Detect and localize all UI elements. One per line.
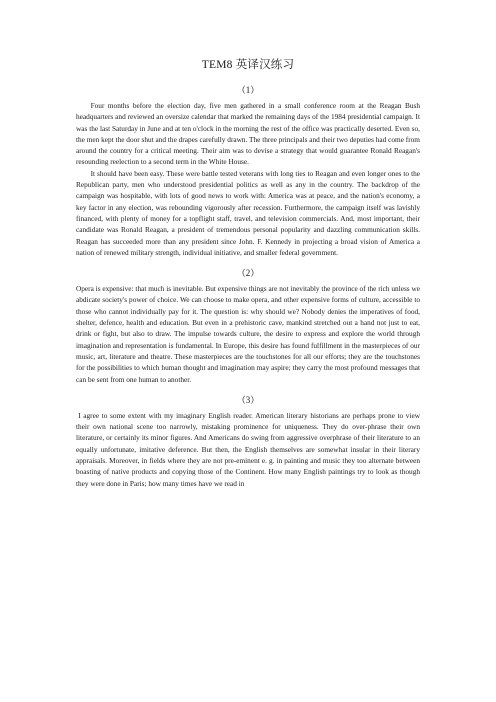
section-2 [76,267,420,385]
paragraph: Opera is expensive: that much is inevitable. But expensive things are not inevitably the province of the rich unless we abdicate society's power of choice. We can choose to make opera, and other expensive forms of culture, accessible to those who cannot individually pay for it. The question is: why should we? Nobody denies the imperatives of food, shelter, defence, health and education. But even in a prehistoric cave, mankind stretched out a hand not just to eat, drink or fight, but also to draw. The impulse towards culture, the desire to express and explore the world through imagination and representation is fundamental. In Europe, this desire has found fulfillment in the masterpieces of our music, art, literature and theatre. These masterpieces are the touchstones for all our efforts; they are the touchstones for the possibilities to which human thought and imagination may aspire; they carry the most profound messages that can be sent from one human to another. [76,284,420,384]
paragraph: I agree to some extent with my imaginary English reader. American literary historians are perhaps prone to view their own national scene too narrowly, mistaking prominence for uniqueness. They do over-phrase their own literature, or certainly its minor figures. And Americans do swing from aggressive overphrase of their literature to an equally unfortunate, imitative deference. But then, the English themselves are somewhat insular in their literary appraisals. Moreover, in fields where they are not pre-eminent e. g. in painting and music they too alternate between boasting of native products and copying those of the Continent. How many English paintings try to look as though they were done in Paris; how many times have we read in [76,410,420,488]
section-number: （1） [236,85,260,95]
document-title: TEM8 英译汉练习 [201,59,295,71]
paragraph: Four months before the election day, five men gathered in a small conference room at the Reagan Bush headquarters and reviewed an oversize calendar that marked the remaining days of the 1984 presidential campaign. It was the last Saturday in June and at ten o'clock in the morning the rest of the office was practically deserted. Even so, the men kept the door shut and the drapes carefully drawn. The three principals and their two deputies had come from around the country for a critical meeting. Their aim was to devise a strategy that would guarantee Ronald Reagan's resounding reelection to a second term in the White House. [76,101,420,167]
document-page [76,58,420,498]
section-1 [76,84,420,258]
paragraph: It should have been easy. These were battle tested veterans with long ties to Reagan and even longer ones to the Republican party, men who understood presidential politics as well as any in the country. The backdrop of the campaign was hospitable, with lots of good news to work with: America was at peace, and the nation's economy, a key factor in any election, was rebounding vigorously after recession. Furthermore, the campaign itself was lavishly financed, with plenty of money for a topflight staff, travel, and television commercials. And, most important, their candidate was Ronald Reagan, a president of tremendous personal popularity and dazzling communication skills. Reagan has succeeded more than any president since John. F. Kennedy in projecting a broad vision of America a nation of renewed military strength, individual initiative, and smaller federal government. [76,168,420,257]
section-number: （3） [236,394,260,405]
section-number: （2） [236,268,260,279]
section-3 [76,394,420,489]
